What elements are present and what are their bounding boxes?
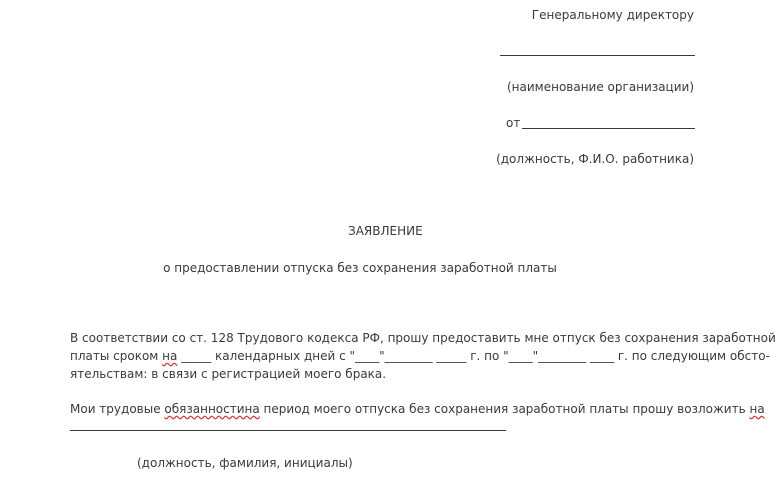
- paragraph1-line1: В соответствии со ст. 128 Трудового кодекса РФ, прошу предоставить мне отпуск без сохранения заработной: [70, 331, 776, 345]
- spellcheck-word-na-2: на: [749, 402, 765, 416]
- paragraph1-line2-part1: платы сроком: [70, 349, 163, 363]
- document-subheading: о предоставлении отпуска без сохранения заработной платы: [163, 261, 557, 275]
- organization-caption: (наименование организации): [506, 80, 694, 94]
- paragraph2-line1: [70, 402, 765, 416]
- paragraph1-line3: ятельствам: в связи с регистрацией моего брака.: [70, 367, 387, 381]
- assignee-caption: (должность, фамилия, инициалы): [137, 456, 353, 470]
- spellcheck-word-duties: обязанностина: [164, 402, 260, 416]
- document-heading: ЗАЯВЛЕНИЕ: [348, 224, 423, 238]
- paragraph2-part2: период моего отпуска без сохранения заработной платы прошу возложить: [259, 402, 750, 416]
- paragraph2-part1: Мои трудовые: [70, 402, 165, 416]
- employee-blank-line: [522, 128, 695, 129]
- assignee-blank-line: [70, 430, 506, 431]
- employee-caption: (должность, Ф.И.О. работника): [496, 152, 694, 166]
- from-prefix: от: [506, 116, 521, 130]
- paragraph1-line2-part2: _____ календарных дней с "____"________ _____ г. по "____"________ ____ г. по следующим обсто-: [177, 349, 770, 363]
- organization-blank-line: [500, 55, 695, 56]
- addressee-text: Генеральному директору: [531, 8, 694, 22]
- paragraph1-line2: [70, 349, 770, 363]
- spellcheck-word-na: на: [162, 349, 178, 363]
